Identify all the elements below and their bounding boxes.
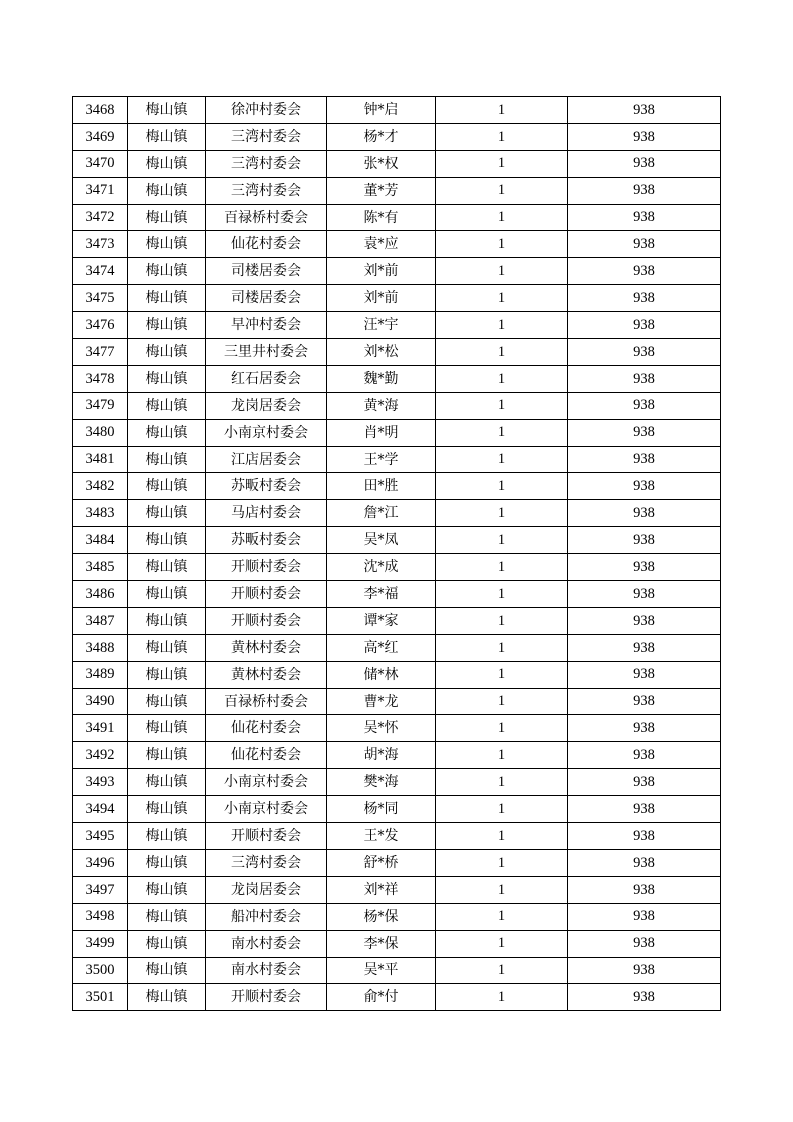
table-row	[73, 957, 721, 984]
town-cell: 梅山镇	[128, 796, 206, 823]
row-number-cell: 3491	[73, 715, 128, 742]
amount-cell: 938	[568, 634, 721, 661]
town-cell: 梅山镇	[128, 769, 206, 796]
name-cell: 詹*江	[327, 500, 436, 527]
amount-cell: 938	[568, 661, 721, 688]
name-cell: 曹*龙	[327, 688, 436, 715]
town-cell: 梅山镇	[128, 365, 206, 392]
town-cell: 梅山镇	[128, 661, 206, 688]
amount-cell: 938	[568, 930, 721, 957]
count-cell: 1	[436, 554, 568, 581]
count-cell: 1	[436, 715, 568, 742]
name-cell: 谭*家	[327, 607, 436, 634]
table-row	[73, 97, 721, 124]
row-number-cell: 3484	[73, 527, 128, 554]
town-cell: 梅山镇	[128, 177, 206, 204]
row-number-cell: 3482	[73, 473, 128, 500]
table-row	[73, 661, 721, 688]
table-row	[73, 419, 721, 446]
amount-cell: 938	[568, 150, 721, 177]
table-row	[73, 473, 721, 500]
name-cell: 俞*付	[327, 984, 436, 1011]
committee-cell: 仙花村委会	[206, 742, 327, 769]
amount-cell: 938	[568, 123, 721, 150]
name-cell: 杨*才	[327, 123, 436, 150]
committee-cell: 黄林村委会	[206, 634, 327, 661]
amount-cell: 938	[568, 715, 721, 742]
name-cell: 钟*启	[327, 97, 436, 124]
name-cell: 田*胜	[327, 473, 436, 500]
count-cell: 1	[436, 123, 568, 150]
committee-cell: 百禄桥村委会	[206, 204, 327, 231]
committee-cell: 开顺村委会	[206, 823, 327, 850]
committee-cell: 龙岗居委会	[206, 876, 327, 903]
town-cell: 梅山镇	[128, 473, 206, 500]
town-cell: 梅山镇	[128, 823, 206, 850]
committee-cell: 司楼居委会	[206, 285, 327, 312]
table-row	[73, 365, 721, 392]
name-cell: 舒*桥	[327, 849, 436, 876]
roster-body	[73, 97, 721, 1011]
table-row	[73, 285, 721, 312]
count-cell: 1	[436, 419, 568, 446]
name-cell: 刘*祥	[327, 876, 436, 903]
committee-cell: 船冲村委会	[206, 903, 327, 930]
row-number-cell: 3481	[73, 446, 128, 473]
amount-cell: 938	[568, 742, 721, 769]
row-number-cell: 3490	[73, 688, 128, 715]
row-number-cell: 3486	[73, 581, 128, 608]
name-cell: 黄*海	[327, 392, 436, 419]
name-cell: 肖*明	[327, 419, 436, 446]
name-cell: 王*发	[327, 823, 436, 850]
name-cell: 刘*前	[327, 285, 436, 312]
row-number-cell: 3473	[73, 231, 128, 258]
row-number-cell: 3480	[73, 419, 128, 446]
table-row	[73, 823, 721, 850]
row-number-cell: 3478	[73, 365, 128, 392]
town-cell: 梅山镇	[128, 581, 206, 608]
count-cell: 1	[436, 365, 568, 392]
table-row	[73, 769, 721, 796]
committee-cell: 三里井村委会	[206, 339, 327, 366]
committee-cell: 早冲村委会	[206, 312, 327, 339]
name-cell: 董*芳	[327, 177, 436, 204]
table-row	[73, 607, 721, 634]
town-cell: 梅山镇	[128, 607, 206, 634]
table-row	[73, 903, 721, 930]
table-row	[73, 876, 721, 903]
name-cell: 高*红	[327, 634, 436, 661]
count-cell: 1	[436, 634, 568, 661]
table-row	[73, 446, 721, 473]
count-cell: 1	[436, 285, 568, 312]
count-cell: 1	[436, 661, 568, 688]
count-cell: 1	[436, 231, 568, 258]
amount-cell: 938	[568, 607, 721, 634]
committee-cell: 小南京村委会	[206, 796, 327, 823]
amount-cell: 938	[568, 231, 721, 258]
committee-cell: 三湾村委会	[206, 123, 327, 150]
name-cell: 汪*宇	[327, 312, 436, 339]
count-cell: 1	[436, 796, 568, 823]
amount-cell: 938	[568, 446, 721, 473]
name-cell: 杨*保	[327, 903, 436, 930]
committee-cell: 三湾村委会	[206, 150, 327, 177]
town-cell: 梅山镇	[128, 957, 206, 984]
name-cell: 杨*同	[327, 796, 436, 823]
amount-cell: 938	[568, 204, 721, 231]
count-cell: 1	[436, 607, 568, 634]
row-number-cell: 3483	[73, 500, 128, 527]
town-cell: 梅山镇	[128, 930, 206, 957]
amount-cell: 938	[568, 527, 721, 554]
table-row	[73, 634, 721, 661]
row-number-cell: 3474	[73, 258, 128, 285]
town-cell: 梅山镇	[128, 634, 206, 661]
amount-cell: 938	[568, 419, 721, 446]
count-cell: 1	[436, 930, 568, 957]
table-row	[73, 984, 721, 1011]
committee-cell: 小南京村委会	[206, 419, 327, 446]
count-cell: 1	[436, 688, 568, 715]
name-cell: 吴*平	[327, 957, 436, 984]
committee-cell: 徐冲村委会	[206, 97, 327, 124]
amount-cell: 938	[568, 258, 721, 285]
town-cell: 梅山镇	[128, 392, 206, 419]
name-cell: 李*福	[327, 581, 436, 608]
table-row	[73, 796, 721, 823]
town-cell: 梅山镇	[128, 312, 206, 339]
count-cell: 1	[436, 446, 568, 473]
table-row	[73, 581, 721, 608]
amount-cell: 938	[568, 688, 721, 715]
committee-cell: 马店村委会	[206, 500, 327, 527]
table-row	[73, 715, 721, 742]
table-row	[73, 500, 721, 527]
amount-cell: 938	[568, 849, 721, 876]
amount-cell: 938	[568, 392, 721, 419]
town-cell: 梅山镇	[128, 150, 206, 177]
amount-cell: 938	[568, 581, 721, 608]
committee-cell: 开顺村委会	[206, 554, 327, 581]
count-cell: 1	[436, 500, 568, 527]
town-cell: 梅山镇	[128, 204, 206, 231]
committee-cell: 苏畈村委会	[206, 473, 327, 500]
committee-cell: 开顺村委会	[206, 607, 327, 634]
name-cell: 吴*凤	[327, 527, 436, 554]
town-cell: 梅山镇	[128, 258, 206, 285]
row-number-cell: 3468	[73, 97, 128, 124]
row-number-cell: 3494	[73, 796, 128, 823]
row-number-cell: 3497	[73, 876, 128, 903]
count-cell: 1	[436, 150, 568, 177]
count-cell: 1	[436, 876, 568, 903]
town-cell: 梅山镇	[128, 123, 206, 150]
row-number-cell: 3493	[73, 769, 128, 796]
table-row	[73, 392, 721, 419]
amount-cell: 938	[568, 500, 721, 527]
name-cell: 胡*海	[327, 742, 436, 769]
committee-cell: 小南京村委会	[206, 769, 327, 796]
row-number-cell: 3500	[73, 957, 128, 984]
name-cell: 刘*前	[327, 258, 436, 285]
name-cell: 魏*勤	[327, 365, 436, 392]
table-row	[73, 312, 721, 339]
amount-cell: 938	[568, 876, 721, 903]
committee-cell: 三湾村委会	[206, 177, 327, 204]
row-number-cell: 3476	[73, 312, 128, 339]
count-cell: 1	[436, 769, 568, 796]
amount-cell: 938	[568, 473, 721, 500]
town-cell: 梅山镇	[128, 903, 206, 930]
row-number-cell: 3495	[73, 823, 128, 850]
row-number-cell: 3492	[73, 742, 128, 769]
amount-cell: 938	[568, 554, 721, 581]
committee-cell: 黄林村委会	[206, 661, 327, 688]
committee-cell: 仙花村委会	[206, 715, 327, 742]
count-cell: 1	[436, 312, 568, 339]
row-number-cell: 3487	[73, 607, 128, 634]
committee-cell: 苏畈村委会	[206, 527, 327, 554]
table-row	[73, 123, 721, 150]
row-number-cell: 3470	[73, 150, 128, 177]
amount-cell: 938	[568, 312, 721, 339]
town-cell: 梅山镇	[128, 446, 206, 473]
amount-cell: 938	[568, 97, 721, 124]
count-cell: 1	[436, 204, 568, 231]
committee-cell: 红石居委会	[206, 365, 327, 392]
row-number-cell: 3499	[73, 930, 128, 957]
amount-cell: 938	[568, 957, 721, 984]
table-row	[73, 204, 721, 231]
name-cell: 沈*成	[327, 554, 436, 581]
town-cell: 梅山镇	[128, 849, 206, 876]
amount-cell: 938	[568, 285, 721, 312]
town-cell: 梅山镇	[128, 715, 206, 742]
amount-cell: 938	[568, 796, 721, 823]
committee-cell: 司楼居委会	[206, 258, 327, 285]
committee-cell: 百禄桥村委会	[206, 688, 327, 715]
name-cell: 袁*应	[327, 231, 436, 258]
amount-cell: 938	[568, 823, 721, 850]
committee-cell: 南水村委会	[206, 930, 327, 957]
name-cell: 樊*海	[327, 769, 436, 796]
amount-cell: 938	[568, 903, 721, 930]
row-number-cell: 3498	[73, 903, 128, 930]
row-number-cell: 3485	[73, 554, 128, 581]
count-cell: 1	[436, 473, 568, 500]
roster-table	[72, 96, 721, 1011]
town-cell: 梅山镇	[128, 984, 206, 1011]
count-cell: 1	[436, 258, 568, 285]
count-cell: 1	[436, 957, 568, 984]
name-cell: 陈*有	[327, 204, 436, 231]
committee-cell: 开顺村委会	[206, 984, 327, 1011]
amount-cell: 938	[568, 177, 721, 204]
amount-cell: 938	[568, 984, 721, 1011]
amount-cell: 938	[568, 769, 721, 796]
committee-cell: 开顺村委会	[206, 581, 327, 608]
name-cell: 李*保	[327, 930, 436, 957]
name-cell: 张*权	[327, 150, 436, 177]
count-cell: 1	[436, 823, 568, 850]
row-number-cell: 3488	[73, 634, 128, 661]
count-cell: 1	[436, 581, 568, 608]
count-cell: 1	[436, 392, 568, 419]
town-cell: 梅山镇	[128, 688, 206, 715]
name-cell: 刘*松	[327, 339, 436, 366]
table-row	[73, 150, 721, 177]
count-cell: 1	[436, 97, 568, 124]
amount-cell: 938	[568, 365, 721, 392]
name-cell: 王*学	[327, 446, 436, 473]
row-number-cell: 3471	[73, 177, 128, 204]
row-number-cell: 3479	[73, 392, 128, 419]
table-row	[73, 742, 721, 769]
row-number-cell: 3469	[73, 123, 128, 150]
row-number-cell: 3477	[73, 339, 128, 366]
committee-cell: 龙岗居委会	[206, 392, 327, 419]
count-cell: 1	[436, 984, 568, 1011]
count-cell: 1	[436, 742, 568, 769]
committee-cell: 南水村委会	[206, 957, 327, 984]
town-cell: 梅山镇	[128, 419, 206, 446]
table-row	[73, 930, 721, 957]
table-row	[73, 849, 721, 876]
table-row	[73, 258, 721, 285]
row-number-cell: 3496	[73, 849, 128, 876]
name-cell: 吴*怀	[327, 715, 436, 742]
row-number-cell: 3501	[73, 984, 128, 1011]
count-cell: 1	[436, 339, 568, 366]
table-row	[73, 688, 721, 715]
town-cell: 梅山镇	[128, 527, 206, 554]
committee-cell: 仙花村委会	[206, 231, 327, 258]
table-row	[73, 339, 721, 366]
amount-cell: 938	[568, 339, 721, 366]
table-row	[73, 231, 721, 258]
row-number-cell: 3489	[73, 661, 128, 688]
count-cell: 1	[436, 177, 568, 204]
town-cell: 梅山镇	[128, 554, 206, 581]
committee-cell: 三湾村委会	[206, 849, 327, 876]
table-row	[73, 554, 721, 581]
town-cell: 梅山镇	[128, 876, 206, 903]
name-cell: 储*林	[327, 661, 436, 688]
town-cell: 梅山镇	[128, 742, 206, 769]
table-row	[73, 177, 721, 204]
committee-cell: 江店居委会	[206, 446, 327, 473]
count-cell: 1	[436, 903, 568, 930]
town-cell: 梅山镇	[128, 500, 206, 527]
town-cell: 梅山镇	[128, 231, 206, 258]
row-number-cell: 3475	[73, 285, 128, 312]
count-cell: 1	[436, 849, 568, 876]
count-cell: 1	[436, 527, 568, 554]
row-number-cell: 3472	[73, 204, 128, 231]
town-cell: 梅山镇	[128, 339, 206, 366]
town-cell: 梅山镇	[128, 285, 206, 312]
table-row	[73, 527, 721, 554]
town-cell: 梅山镇	[128, 97, 206, 124]
